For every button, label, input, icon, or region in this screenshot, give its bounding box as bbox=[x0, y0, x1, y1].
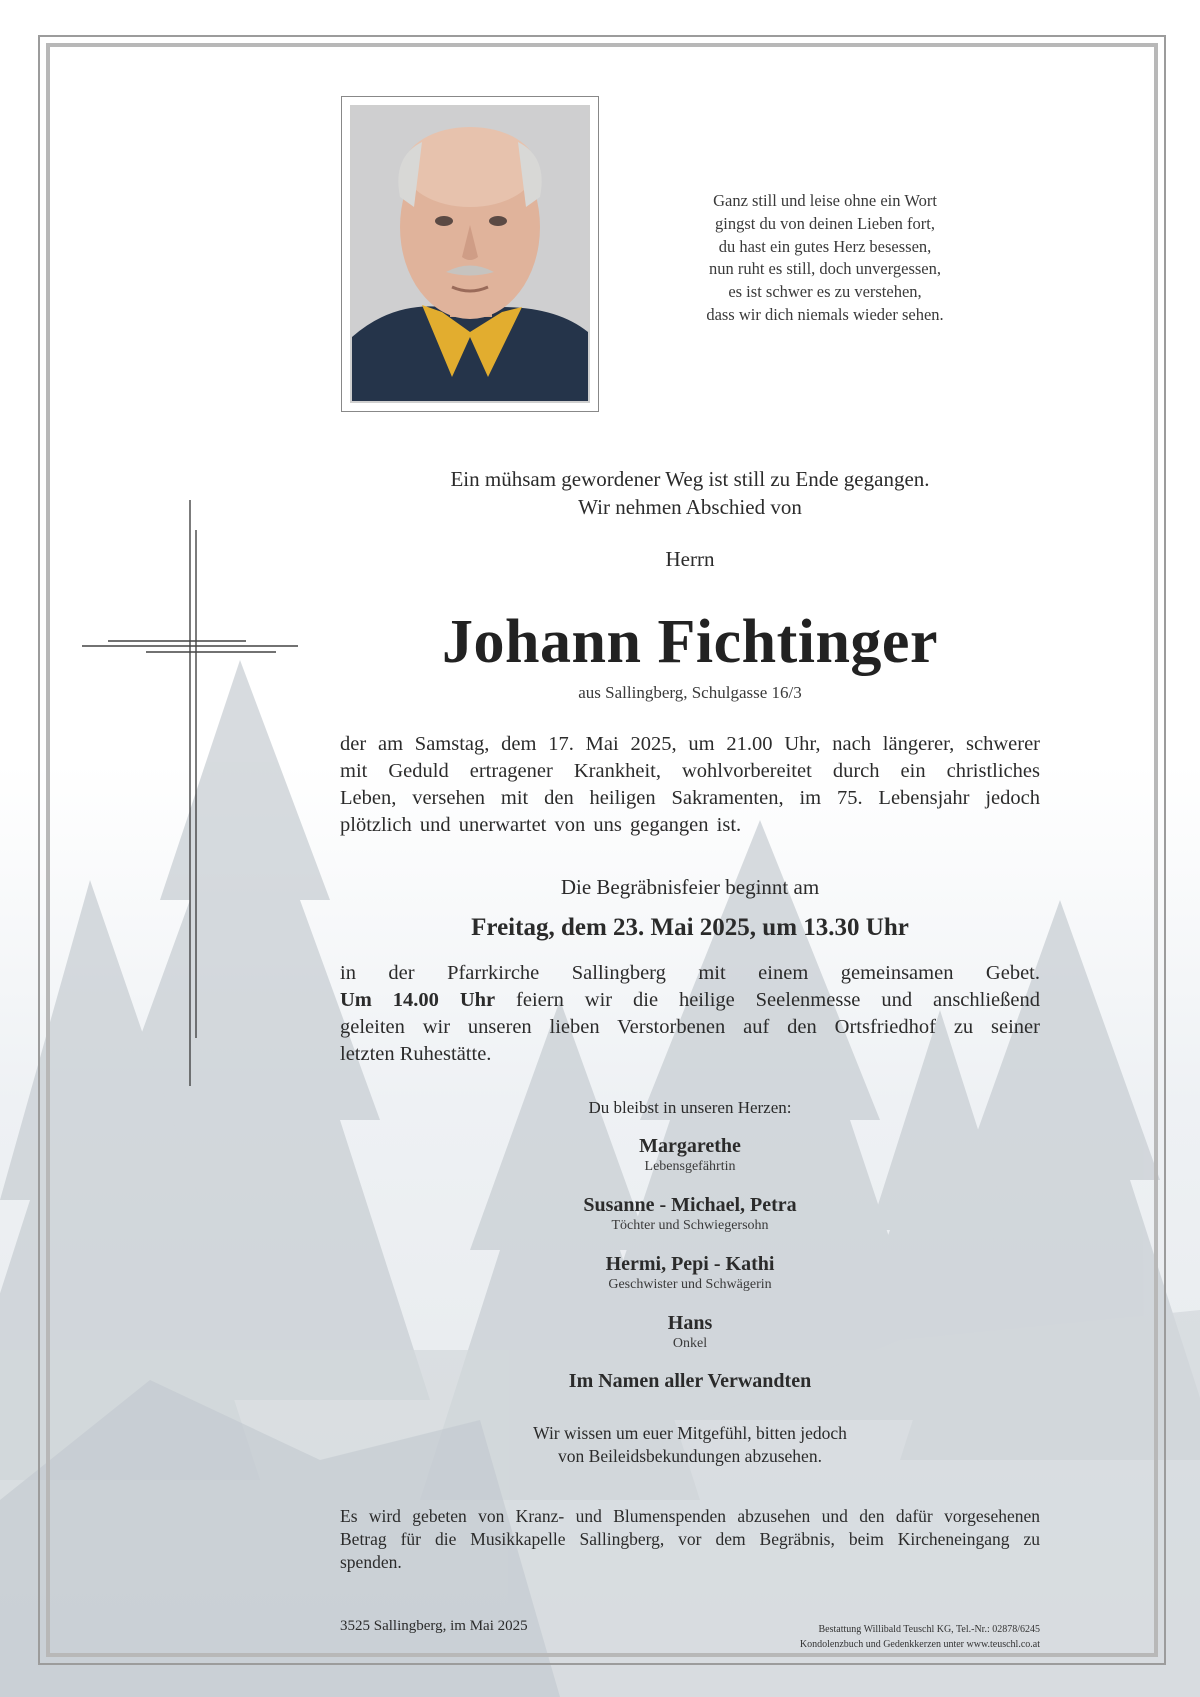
poem-line: du hast ein gutes Herz besessen, bbox=[718, 236, 932, 256]
intro-line: Wir nehmen Abschied von bbox=[578, 495, 802, 519]
mourner-relation: Töchter und Schwiegersohn bbox=[611, 1218, 769, 1233]
donation-line: Es wird gebeten von Kranz- und Blumenspenden abzusehen und den dafür vorgesehenen bbox=[340, 1506, 1040, 1526]
funeral-intro: Die Begräbnisfeier beginnt am bbox=[560, 875, 820, 899]
sympathy-note bbox=[340, 1422, 1040, 1468]
poem bbox=[640, 190, 1010, 327]
death-notice bbox=[340, 731, 1040, 839]
funeral-line bbox=[340, 987, 1040, 1014]
mass-time: Um 14.00 Uhr bbox=[340, 989, 496, 1011]
poem-line: dass wir dich niemals wieder sehen. bbox=[706, 304, 944, 324]
deceased-address: aus Sallingberg, Schulgasse 16/3 bbox=[578, 683, 802, 702]
poem-line: Ganz still und leise ohne ein Wort bbox=[713, 191, 937, 210]
mourner-name: Hans bbox=[667, 1312, 713, 1334]
donation-line: Betrag für die Musikkapelle Sallingberg, vor dem Begräbnis, beim Kircheneingang zu bbox=[340, 1529, 1040, 1549]
mourner bbox=[440, 1134, 940, 1176]
sympathy-line: Wir wissen um euer Mitgefühl, bitten jedoch bbox=[533, 1423, 847, 1443]
donation-note bbox=[340, 1505, 1040, 1574]
portrait-photo bbox=[350, 105, 590, 403]
mourner bbox=[440, 1311, 940, 1353]
funeral-date: Freitag, dem 23. Mai 2025, um 13.30 Uhr bbox=[471, 914, 909, 941]
intro-text bbox=[340, 465, 1040, 521]
mourner-relation: Geschwister und Schwägerin bbox=[608, 1277, 772, 1292]
funeral-line-rest: feiern wir die heilige Seelenmesse und anschließend bbox=[495, 989, 1040, 1011]
intro-line: Ein mühsam gewordener Weg ist still zu Ende gegangen. bbox=[450, 467, 930, 491]
portrait-frame bbox=[341, 96, 599, 412]
mourner bbox=[440, 1252, 940, 1294]
place-date: 3525 Sallingberg, im Mai 2025 bbox=[340, 1618, 528, 1634]
cross-icon bbox=[80, 498, 300, 1088]
mourner-relation: Onkel bbox=[672, 1336, 708, 1351]
mourner-name: Margarethe bbox=[639, 1135, 741, 1157]
relatives-line: Im Namen aller Verwandten bbox=[568, 1370, 812, 1392]
poem-line: nun ruht es still, doch unvergessen, bbox=[708, 259, 942, 279]
mourner-relation: Lebensgefährtin bbox=[644, 1159, 736, 1174]
condolence-line: Kondolenzbuch und Gedenkkerzen unter www.teuschl.co.at bbox=[799, 1639, 1040, 1650]
mourners-heading: Du bleibst in unseren Herzen: bbox=[588, 1098, 792, 1117]
funeral-line: geleiten wir unseren lieben Verstorbenen auf den Ortsfriedhof zu seiner bbox=[340, 1016, 1040, 1038]
undertaker-line: Bestattung Willibald Teuschl KG, Tel.-Nr.: 02878/6245 bbox=[818, 1624, 1040, 1635]
funeral-line: letzten Ruhestätte. bbox=[340, 1043, 492, 1065]
funeral-line: in der Pfarrkirche Sallingberg mit einem gemeinsamen Gebet. bbox=[340, 962, 1040, 984]
death-notice-line: plötzlich und unerwartet von uns gegangen ist. bbox=[340, 814, 742, 836]
poem-line: es ist schwer es zu verstehen, bbox=[728, 282, 922, 302]
death-notice-line: Leben, versehen mit den heiligen Sakramenten, im 75. Lebensjahr jedoch bbox=[340, 787, 1040, 809]
sympathy-line: von Beileidsbekundungen abzusehen. bbox=[558, 1446, 822, 1466]
donation-line: spenden. bbox=[340, 1552, 402, 1572]
poem-line: gingst du von deinen Lieben fort, bbox=[715, 213, 935, 233]
mourner bbox=[440, 1193, 940, 1235]
funeral-details bbox=[340, 960, 1040, 1068]
death-notice-line: der am Samstag, dem 17. Mai 2025, um 21.00 Uhr, nach längerer, schwerer bbox=[340, 733, 1040, 755]
deceased-name: Johann Fichtinger bbox=[442, 608, 938, 676]
death-notice-line: mit Geduld ertragener Krankheit, wohlvorbereitet durch ein christliches bbox=[340, 760, 1040, 782]
salutation: Herrn bbox=[665, 547, 715, 571]
undertaker-info bbox=[800, 1622, 1040, 1652]
mourner-name: Susanne - Michael, Petra bbox=[583, 1194, 797, 1216]
mourner-name: Hermi, Pepi - Kathi bbox=[605, 1253, 775, 1275]
